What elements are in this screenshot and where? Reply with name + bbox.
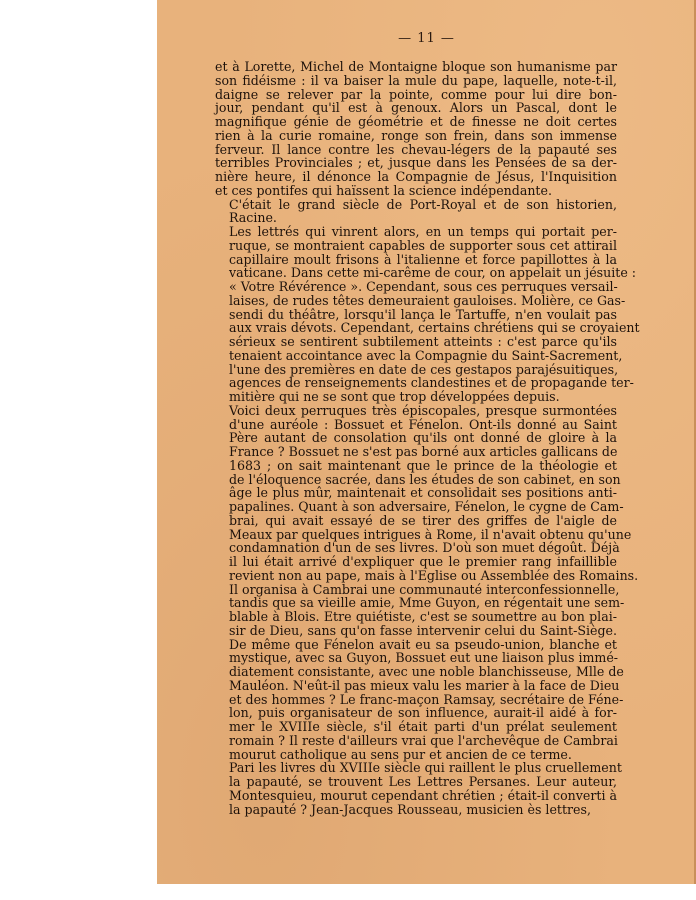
text-line: la papauté, se trouvent Les Lettres Persanes. Leur auteur, xyxy=(229,774,617,789)
text-line: C'était le grand siècle de Port-Royal et de son historien, xyxy=(229,196,617,212)
text-line: ruque, se montraient capables de supporter sous cet attirail xyxy=(229,237,617,253)
body-text xyxy=(215,59,640,817)
text-line: « Votre Révérence ». Cependant, sous ces perruques versail- xyxy=(229,279,618,294)
text-line: Montesquieu, mourut cependant chrétien ; était-il converti à xyxy=(229,787,617,803)
text-line: capillaire moult frisons à l'italienne et force papillottes à la xyxy=(229,251,617,267)
paragraph xyxy=(215,402,639,762)
text-line: laises, de rudes têtes demeuraient gauloises. Molière, ce Gas- xyxy=(229,292,626,308)
text-line: daigne se relever par la pointe, comme pour lui dire bon- xyxy=(215,86,617,102)
text-line: blable à Blois. Etre quiétiste, c'est se soumettre au bon plai- xyxy=(229,609,617,624)
text-line: âge le plus mûr, maintenait et consolidait ses positions anti- xyxy=(229,485,617,501)
text-line: tandis que sa vieille amie, Mme Guyon, en régentait une sem- xyxy=(229,595,625,611)
text-line: Il organisa à Cambrai une communauté interconfessionnelle, xyxy=(229,581,620,597)
text-line: terribles Provinciales ; et, jusque dans les Pensées de sa der- xyxy=(215,155,617,171)
text-line: romain ? Il reste d'ailleurs vrai que l'archevêque de Cambrai xyxy=(229,732,618,748)
text-line: Meaux par quelques intrigues à Rome, il n'avait obtenu qu'une xyxy=(229,526,632,542)
text-line: d'une auréole : Bossuet et Fénelon. Ont-ils donné au Saint xyxy=(229,416,617,432)
paragraph xyxy=(215,224,640,404)
text-line: ferveur. Il lance contre les chevau-légers de la papauté ses xyxy=(215,141,617,157)
text-line: de l'éloquence sacrée, dans les études de son cabinet, en son xyxy=(229,471,621,487)
text-line: vaticane. Dans cette mi-carême de cour, on appelait un jésuite : xyxy=(229,265,637,281)
text-line: brai, qui avait essayé de se tirer des griffes de l'aigle de xyxy=(229,512,617,528)
text-line: il lui était arrivé d'expliquer que le premier rang infaillible xyxy=(229,554,617,569)
text-line: diatement consistante, avec une noble blanchisseuse, Mlle de xyxy=(229,664,624,679)
paragraph xyxy=(215,760,622,817)
text-line: Mauléon. N'eût-il pas mieux valu les marier à la face de Dieu xyxy=(229,677,620,693)
text-line: France ? Bossuet ne s'est pas borné aux articles gallicans de xyxy=(229,444,618,459)
text-line: mourut catholique au sens pur et ancien de ce terme. xyxy=(229,746,572,762)
text-line: nière heure, il dénonce la Compagnie de Jésus, l'Inquisition xyxy=(215,169,617,184)
text-line: Père autant de consolation qu'ils ont donné de gloire à la xyxy=(229,430,617,446)
text-line: papalines. Quant à son adversaire, Fénelon, le cygne de Cam- xyxy=(229,499,624,514)
text-line: tenaient accointance avec la Compagnie du Saint-Sacrement, xyxy=(229,347,623,363)
text-line: mystique, avec sa Guyon, Bossuet eut une liaison plus immé- xyxy=(229,650,619,666)
text-line: lon, puis organisateur de son influence, aurait-il aidé à for- xyxy=(229,705,617,721)
text-line: sir de Dieu, sans qu'on fasse intervenir celui du Saint-Siège. xyxy=(229,622,617,638)
text-line: revient non au pape, mais à l'Eglise ou Assemblée des Romains. xyxy=(229,567,639,583)
text-line: son fidéisme : il va baiser la mule du pape, laquelle, note-t-il, xyxy=(215,72,617,88)
text-line: Voici deux perruques très épiscopales, presque surmontées xyxy=(229,402,617,418)
paragraph xyxy=(215,198,617,226)
text-line: rien à la curie romaine, ronge son frein, dans son immense xyxy=(215,127,617,143)
page-number: — 11 — xyxy=(398,31,455,46)
text-line: et des hommes ? Le franc-maçon Ramsay, secrétaire de Féne- xyxy=(229,691,624,707)
text-line: 1683 ; on sait maintenant que le prince de la théologie et xyxy=(229,457,617,473)
text-line: Racine. xyxy=(229,210,277,226)
text-line: Pari les livres du XVIIIe siècle qui raillent le plus cruellement xyxy=(229,760,622,776)
text-line: sendi du théâtre, lorsqu'il lança le Tartuffe, n'en voulait pas xyxy=(229,306,617,322)
text-line: aux vrais dévots. Cependant, certains chrétiens qui se croyaient xyxy=(229,320,640,336)
text-line: sérieux se sentirent subtilement atteints : c'est parce qu'ils xyxy=(229,334,617,349)
paragraph xyxy=(215,60,617,198)
text-line: jour, pendant qu'il est à genoux. Alors un Pascal, dont le xyxy=(215,100,617,116)
text-line: agences de renseignements clandestines et de propagande ter- xyxy=(229,375,634,391)
text-line: Les lettrés qui vinrent alors, en un temps qui portait per- xyxy=(229,224,617,239)
text-line: l'une des premières en date de ces gestapos parajésuitiques, xyxy=(229,361,619,377)
text-line: condamnation d'un de ses livres. D'où son muet dégoût. Déjà xyxy=(229,540,620,556)
text-line: et à Lorette, Michel de Montaigne bloque son humanisme par xyxy=(215,59,617,74)
text-line: magnifique génie de géométrie et de finesse ne doit certes xyxy=(215,114,617,129)
text-line: De même que Fénelon avait eu sa pseudo-union, blanche et xyxy=(229,636,617,652)
text-line: mitière qui ne se sont que trop développées depuis. xyxy=(229,389,560,404)
text-line: mer le XVIIIe siècle, s'il était parti d'un prélat seulement xyxy=(229,719,617,734)
document-page xyxy=(157,0,696,884)
text-line: et ces pontifes qui haïssent la science indépendante. xyxy=(215,182,552,198)
text-line: la papauté ? Jean-Jacques Rousseau, musicien ès lettres, xyxy=(229,801,591,817)
